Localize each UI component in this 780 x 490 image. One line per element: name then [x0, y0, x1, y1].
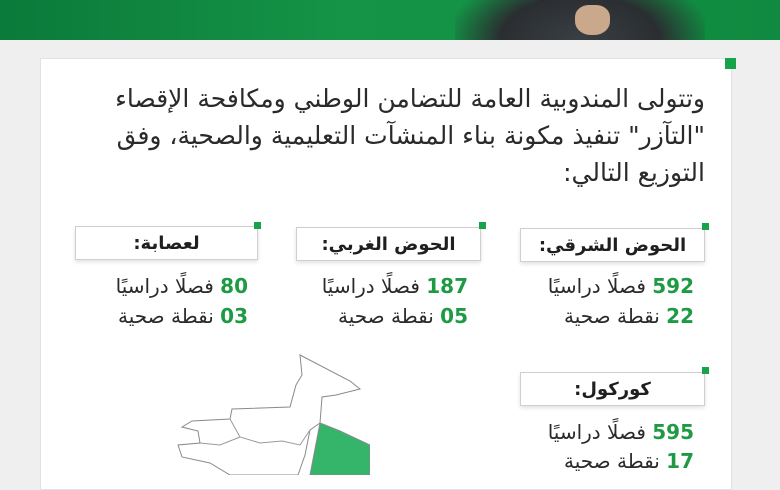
region-label-text: الحوض الشرقي:: [538, 235, 687, 256]
region-label-hodh-gharbi: [296, 227, 481, 261]
health-stat-assaba: [68, 302, 248, 330]
label-accent-square: [702, 367, 709, 374]
health-points-label: نقطة صحية: [563, 304, 660, 328]
region-label-assaba: [75, 226, 258, 260]
region-label-text: كوركول:: [574, 379, 651, 400]
classrooms-count: 592: [652, 274, 694, 298]
mauritania-map: [170, 345, 370, 475]
classrooms-count: 80: [220, 274, 248, 298]
health-points-label: نقطة صحية: [337, 304, 434, 328]
header-banner: [0, 0, 780, 40]
classrooms-count: 595: [652, 420, 694, 444]
classrooms-label: فصلًا دراسيًا: [321, 274, 420, 298]
health-points-count: 05: [440, 304, 468, 328]
banner-photo-detail: [575, 5, 610, 35]
health-stat-gorgol: [514, 447, 694, 475]
classrooms-stat-assaba: [68, 272, 248, 300]
classrooms-label: فصلًا دراسيًا: [115, 274, 214, 298]
label-accent-square: [702, 223, 709, 230]
intro-paragraph: وتتولى المندوبية العامة للتضامن الوطني ومكافحة الإقصاء "التآزر" تنفيذ مكونة بناء المنشآت التعليمية والصحية، وفق التوزيع التالي:: [115, 84, 705, 187]
classrooms-stat-hodh-chargui: [514, 272, 694, 300]
classrooms-count: 187: [426, 274, 468, 298]
health-stat-hodh-chargui: [514, 302, 694, 330]
classrooms-stat-hodh-gharbi: [288, 272, 468, 300]
health-points-count: 03: [220, 304, 248, 328]
classrooms-label: فصلًا دراسيًا: [547, 274, 646, 298]
region-label-hodh-chargui: [520, 228, 705, 262]
region-label-text: الحوض الغربي:: [321, 234, 456, 255]
health-points-count: 22: [666, 304, 694, 328]
region-label-text: لعصابة:: [133, 233, 200, 254]
label-accent-square: [479, 222, 486, 229]
classrooms-stat-gorgol: [514, 418, 694, 446]
health-points-label: نقطة صحية: [563, 449, 660, 473]
map-highlight-region: [310, 423, 370, 475]
health-stat-hodh-gharbi: [288, 302, 468, 330]
health-points-label: نقطة صحية: [117, 304, 214, 328]
card-accent-square: [725, 58, 736, 69]
classrooms-label: فصلًا دراسيًا: [547, 420, 646, 444]
label-accent-square: [254, 222, 261, 229]
health-points-count: 17: [666, 449, 694, 473]
region-label-gorgol: [520, 372, 705, 406]
